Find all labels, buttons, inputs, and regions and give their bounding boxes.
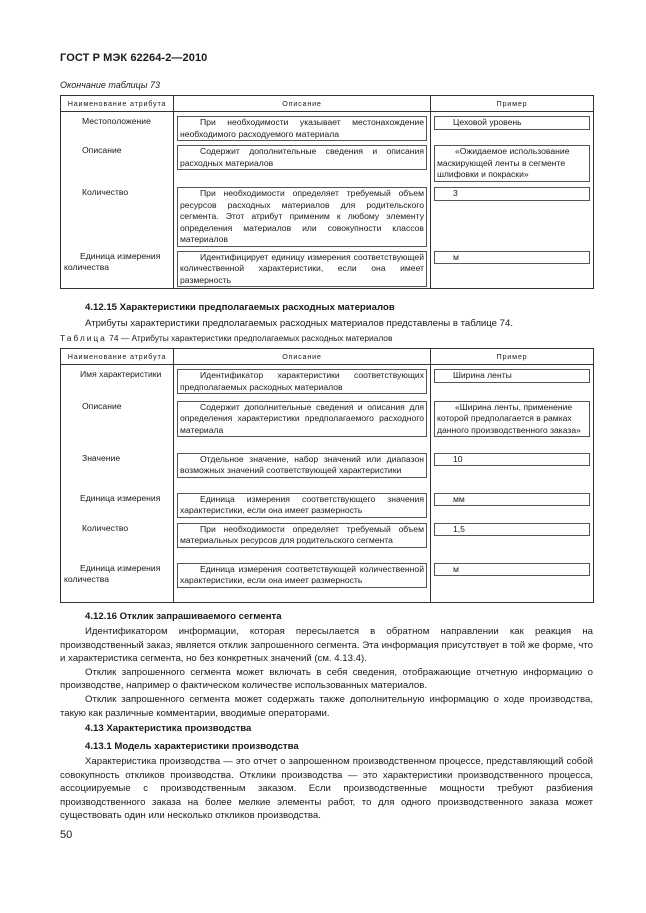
cell-description: Отдельное значение, набор значений или диапазон возможных значений соответствующей характеристики — [174, 449, 431, 489]
cell-example: 10 — [431, 449, 594, 489]
cell-name: Имя характеристики — [61, 365, 174, 397]
cell-name: Единица измерения количества — [61, 247, 174, 289]
cell-example: м — [431, 559, 594, 603]
cell-example: «Ожидаемое использование маскирующей ленты в сегменте шлифовки и покраски» — [431, 141, 594, 183]
section-heading-4-12-15: 4.12.15 Характеристики предполагаемых расходных материалов — [85, 302, 395, 313]
table-row — [61, 449, 594, 489]
cell-name: Описание — [61, 397, 174, 449]
section-4-13-1-body — [60, 755, 593, 823]
cell-example: Цеховой уровень — [431, 112, 594, 142]
paragraph: Характеристика производства — это отчет о запрошенном производственном процессе, представляющий собой совокупность откликов производства. Отклики производства — это характеристики производственного процесса, ассоциируемые с производственным заказом. Если производственные мощности требуют разбиения производственного заказа на более мелкие элементы работ, то для одного производственного заказа может существовать один или несколько откликов производства. — [60, 756, 593, 822]
cell-example: мм — [431, 489, 594, 519]
cell-description: Единица измерения соответствующей количественной характеристики, если она имеет размерность — [174, 559, 431, 603]
column-header-name: Наименование атрибута — [61, 96, 174, 112]
cell-description: При необходимости указывает местонахождение необходимого расходуемого материала — [174, 112, 431, 142]
table-row — [61, 112, 594, 142]
section-heading-4-13: 4.13 Характеристика производства — [85, 723, 252, 734]
column-header-description: Описание — [174, 96, 431, 112]
column-header-description: Описание — [174, 349, 431, 365]
cell-example: 1,5 — [431, 519, 594, 559]
cell-description: Идентифицирует единицу измерения соответствующей количественной характеристики, если она имеет размерность — [174, 247, 431, 289]
cell-name: Количество — [61, 183, 174, 247]
cell-name: Местоположение — [61, 112, 174, 142]
table-row — [61, 489, 594, 519]
cell-description: При необходимости определяет требуемый объем ресурсов расходных материалов для родительского сегмента. Этот атрибут применим к любому элементу определения материалов или совокупности классов материалов — [174, 183, 431, 247]
cell-example: 3 — [431, 183, 594, 247]
paragraph: Отклик запрошенного сегмента может содержать также дополнительную информацию о ходе производства, такую как различные комментарии, вводимые операторами. — [60, 693, 593, 719]
cell-name: Единица измерения — [61, 489, 174, 519]
section-heading-4-12-16: 4.12.16 Отклик запрашиваемого сегмента — [85, 611, 282, 622]
table-row — [61, 365, 594, 397]
table-header-row — [61, 349, 594, 365]
cell-example: м — [431, 247, 594, 289]
cell-name: Значение — [61, 449, 174, 489]
table-row — [61, 559, 594, 603]
table-row — [61, 141, 594, 183]
cell-name: Единица измерения количества — [61, 559, 174, 603]
cell-description: Идентификатор характеристики соответствующих предполагаемых расходных материалов — [174, 365, 431, 397]
table-74-caption: Таблица 74 — Атрибуты характеристики предполагаемых расходных материалов — [60, 333, 393, 343]
cell-description: Единица измерения соответствующего значения характеристики, если она имеет размерность — [174, 489, 431, 519]
paragraph: Отклик запрошенного сегмента может включать в себя сведения, отображающие отчетную информацию о производстве, например о фактическом количестве использованных материалов. — [60, 666, 593, 692]
cell-example: «Ширина ленты, применение которой предполагается в рамках данного производственного заказа» — [431, 397, 594, 449]
cell-description: Содержит дополнительные сведения и описания для определения характеристики предполагаемого расходного материала — [174, 397, 431, 449]
cell-name: Количество — [61, 519, 174, 559]
paragraph: Идентификатором информации, которая пересылается в обратном направлении как реакция на производственный заказ, является отклик запрошенного сегмента. Эта информация присутствует в той же форме, что и характеристика сегмента, но без конкретных значений (см. 4.13.4). — [60, 626, 593, 665]
section-4-12-15-text: Атрибуты характеристики предполагаемых расходных материалов представлены в таблице 74. — [85, 318, 514, 329]
table-header-row — [61, 96, 594, 112]
table-74 — [60, 348, 594, 603]
table-73 — [60, 95, 594, 289]
section-4-12-16-body — [60, 625, 593, 720]
column-header-name: Наименование атрибута — [61, 349, 174, 365]
table-73-continuation-caption: Окончание таблицы 73 — [60, 80, 160, 90]
document-header: ГОСТ Р МЭК 62264-2—2010 — [60, 52, 208, 64]
table-row — [61, 397, 594, 449]
cell-description: Содержит дополнительные сведения и описания расходных материалов — [174, 141, 431, 183]
table-row — [61, 183, 594, 247]
cell-description: При необходимости определяет требуемый объем материальных ресурсов для родительского сегмента — [174, 519, 431, 559]
column-header-example: Пример — [431, 96, 594, 112]
page-number: 50 — [60, 829, 73, 841]
cell-name: Описание — [61, 141, 174, 183]
cell-example: Ширина ленты — [431, 365, 594, 397]
table-row — [61, 247, 594, 289]
table-row — [61, 519, 594, 559]
column-header-example: Пример — [431, 349, 594, 365]
section-heading-4-13-1: 4.13.1 Модель характеристики производства — [85, 741, 299, 752]
